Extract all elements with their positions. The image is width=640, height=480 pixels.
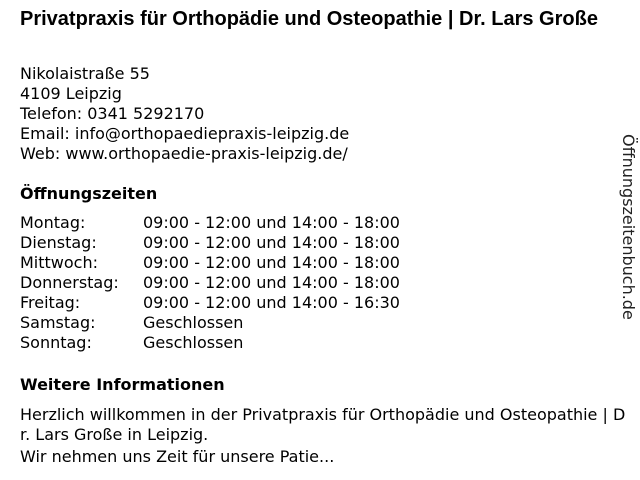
- time-range: 09:00 - 12:00 und 14:00 - 16:30: [143, 293, 400, 312]
- day-label: Montag:: [20, 213, 86, 232]
- opening-hours-table: [20, 213, 400, 353]
- phone-number: Telefon: 0341 5292170: [20, 104, 205, 123]
- city: 4109 Leipzig: [20, 84, 122, 103]
- opening-hours-heading: Öffnungszeiten: [20, 184, 158, 203]
- day-label: Freitag:: [20, 293, 81, 312]
- hours-row-monday: [20, 213, 400, 233]
- day-label: Donnerstag:: [20, 273, 119, 292]
- time-range: 09:00 - 12:00 und 14:00 - 18:00: [143, 213, 400, 232]
- further-info-heading: Weitere Informationen: [20, 375, 225, 394]
- day-label: Dienstag:: [20, 233, 97, 252]
- hours-row-wednesday: [20, 253, 400, 273]
- website: Web: www.orthopaedie-praxis-leipzig.de/: [20, 144, 348, 163]
- day-label: Samstag:: [20, 313, 96, 332]
- hours-row-saturday: [20, 313, 400, 333]
- watermark: Öffnungszeitenbuch.de: [619, 134, 638, 320]
- hours-row-sunday: [20, 333, 400, 353]
- time-range: 09:00 - 12:00 und 14:00 - 18:00: [143, 253, 400, 272]
- info-paragraph-truncated: Wir nehmen uns Zeit für unsere Patie...: [20, 447, 335, 466]
- time-range: 09:00 - 12:00 und 14:00 - 18:00: [143, 273, 400, 292]
- time-range: Geschlossen: [143, 333, 244, 352]
- day-label: Mittwoch:: [20, 253, 98, 272]
- address-block: [20, 64, 349, 164]
- hours-row-friday: [20, 293, 400, 313]
- page-title: Privatpraxis für Orthopädie und Osteopathie | Dr. Lars Große: [20, 8, 598, 30]
- time-range: 09:00 - 12:00 und 14:00 - 18:00: [143, 233, 400, 252]
- further-info-text: [20, 405, 630, 467]
- hours-row-tuesday: [20, 233, 400, 253]
- info-paragraph: Herzlich willkommen in der Privatpraxis für Orthopädie und Osteopathie | Dr. Lars Große in Leipzig.: [20, 405, 626, 444]
- email-address: Email: info@orthopaediepraxis-leipzig.de: [20, 124, 350, 143]
- time-range: Geschlossen: [143, 313, 244, 332]
- hours-row-thursday: [20, 273, 400, 293]
- street-address: Nikolaistraße 55: [20, 64, 150, 83]
- day-label: Sonntag:: [20, 333, 92, 352]
